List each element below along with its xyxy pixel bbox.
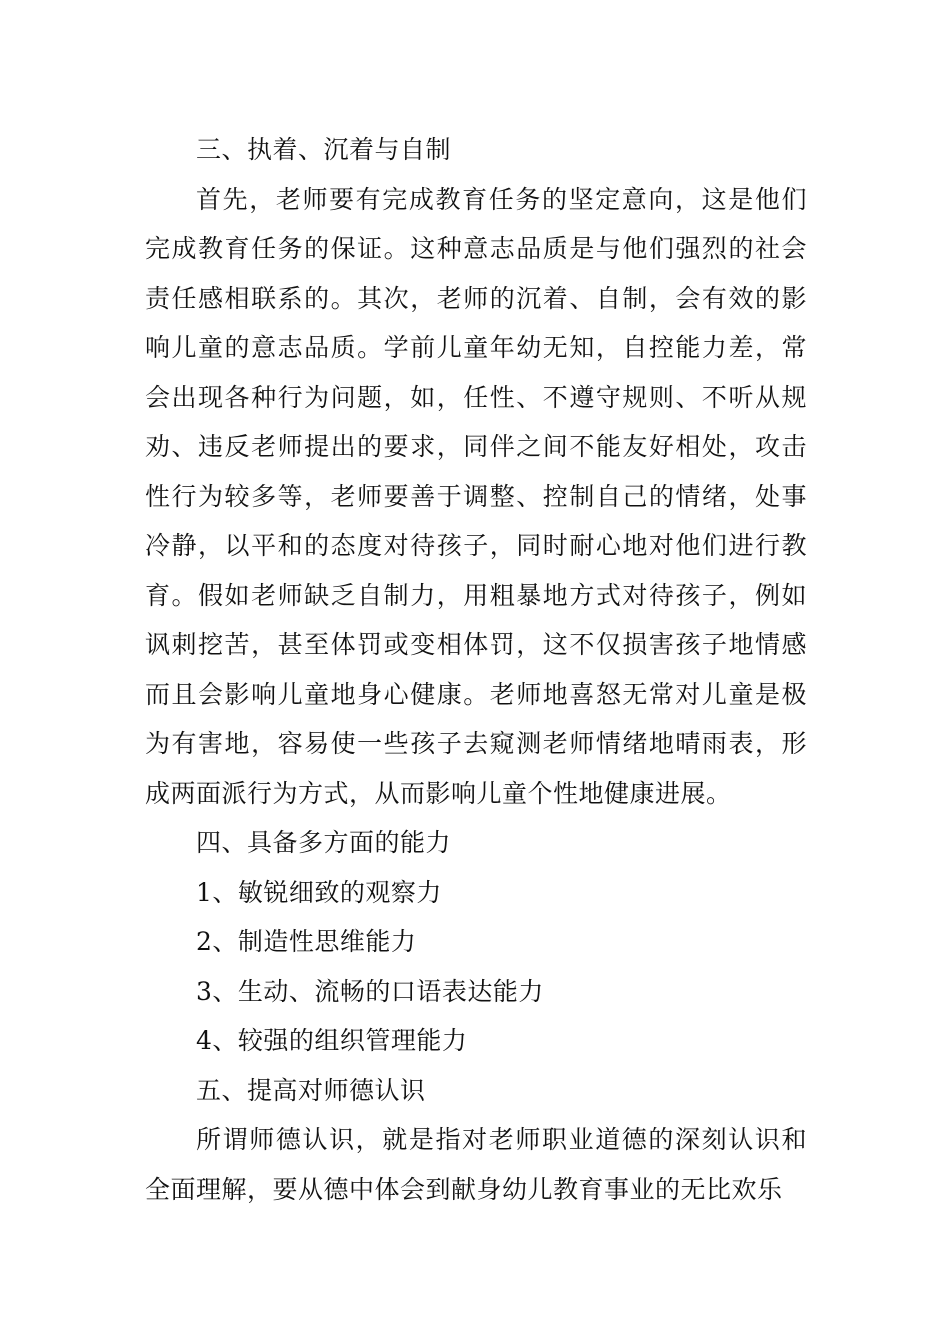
section-5-paragraph: 所谓师德认识，就是指对老师职业道德的深刻认识和全面理解，要从德中体会到献身幼儿教育事业的无比欢乐 xyxy=(145,1125,807,1204)
section-5-heading: 五、提高对师德认识 xyxy=(196,1075,426,1105)
document-body xyxy=(145,125,807,1214)
section-4-item-4: 4、较强的组织管理能力 xyxy=(196,1026,468,1055)
section-4-item-3: 3、生动、流畅的口语表达能力 xyxy=(196,976,544,1006)
section-3-paragraph: 首先，老师要有完成教育任务的坚定意向，这是他们完成教育任务的保证。这种意志品质是与他们强烈的社会责任感相联系的。其次，老师的沉着、自制，会有效的影响儿童的意志品质。学前儿童年幼无知，自控能力差，常会出现各种行为问题，如，任性、不遵守规则、不听从规劝、违反老师提出的要求，同伴之间不能友好相处，攻击性行为较多等，老师要善于调整、控制自己的情绪，处事冷静，以平和的态度对待孩子，同时耐心地对他们进行教育。假如老师缺乏自制力，用粗暴地方式对待孩子，例如讽刺挖苦，甚至体罚或变相体罚，这不仅损害孩子地情感而且会影响儿童地身心健康。老师地喜怒无常对儿童是极为有害地，容易使一些孩子去窥测老师情绪地晴雨表，形成两面派行为方式，从而影响儿童个性地健康进展。 xyxy=(145,184,807,808)
section-4-heading: 四、具备多方面的能力 xyxy=(196,828,452,857)
section-4-item-2: 2、制造性思维能力 xyxy=(196,927,417,956)
section-3-heading: 三、执着、沉着与自制 xyxy=(196,135,452,164)
section-4-item-1: 1、敏锐细致的观察力 xyxy=(196,877,442,907)
